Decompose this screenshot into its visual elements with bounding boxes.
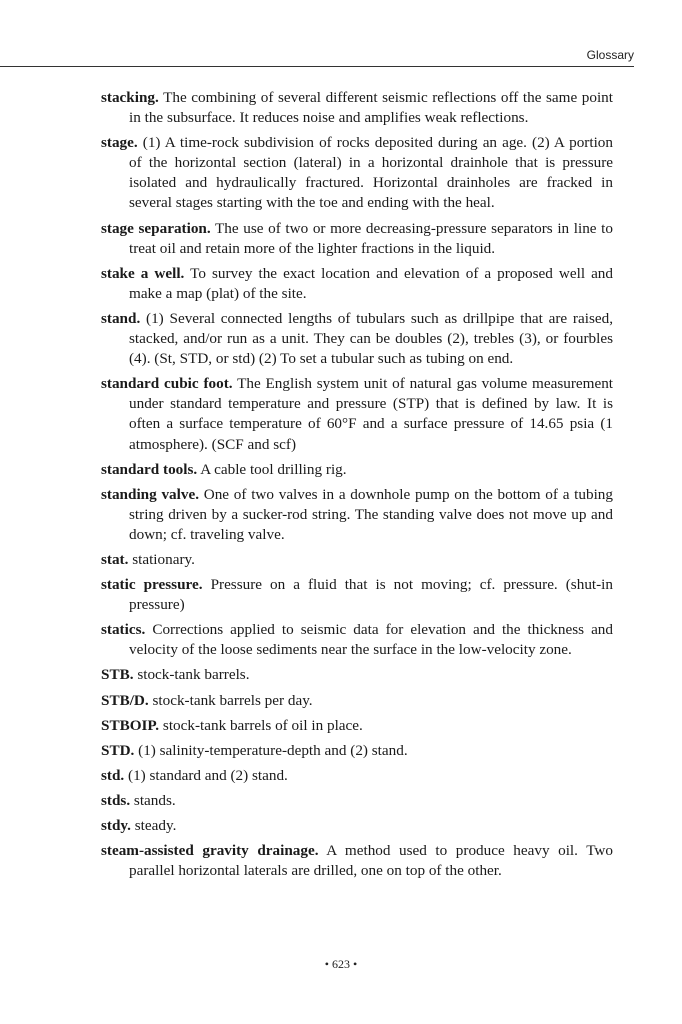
entry-definition: The combining of several different seismic reflections off the same point in the subsurface. It reduces noise and amplifies weak reflections.	[129, 89, 613, 127]
entry-term: STB.	[101, 666, 134, 684]
entry-term: STB/D.	[101, 691, 149, 709]
glossary-entry	[101, 841, 613, 881]
running-header-title: Glossary	[586, 48, 634, 62]
entry-definition: A cable tool drilling rig.	[200, 460, 347, 478]
entry-term: standard tools.	[101, 460, 198, 478]
glossary-entry	[101, 691, 613, 711]
entry-term: statics.	[101, 621, 146, 639]
entry-term: standing valve.	[101, 485, 199, 503]
glossary-entry	[101, 309, 613, 369]
glossary-entry	[101, 485, 613, 545]
entry-definition: stationary.	[132, 550, 195, 568]
glossary-entry	[101, 550, 613, 570]
entry-definition: The use of two or more decreasing-pressure separators in line to treat oil and retain more of the lighter fractions in the liquid.	[129, 219, 613, 257]
entry-definition: steady.	[134, 817, 177, 834]
entry-definition: Pressure on a fluid that is not moving; cf. pressure. (shut-in pressure)	[129, 576, 613, 614]
glossary-entry	[101, 766, 613, 786]
entry-term: steam-assisted gravity drainage.	[101, 842, 319, 860]
glossary-entry	[101, 219, 613, 259]
glossary-entry	[101, 133, 613, 213]
entry-definition: (1) standard and (2) stand.	[128, 766, 288, 784]
glossary-entries	[101, 88, 613, 886]
entry-term: stake a well.	[101, 264, 185, 282]
entry-definition: (1) A time-rock subdivision of rocks deposited during an age. (2) A portion of the horizontal section (lateral) in a horizontal drainhole that is pressure isolated and hydraulically fractured. Horizontal drainholes are fracked in several stages starting with the toe and ending with the heal.	[129, 134, 613, 212]
page-number: • 623 •	[324, 957, 358, 971]
entry-definition: stands.	[133, 791, 176, 809]
entry-term: stacking.	[101, 89, 159, 106]
entry-term: stds.	[101, 791, 131, 809]
glossary-entry	[101, 460, 613, 480]
header-rule	[0, 66, 634, 67]
glossary-entry	[101, 816, 613, 836]
entry-term: std.	[101, 766, 125, 784]
glossary-entry	[101, 264, 613, 304]
entry-definition: A method used to produce heavy oil. Two parallel horizontal laterals are drilled, one on top of the other.	[129, 842, 613, 880]
entry-term: STD.	[101, 741, 135, 759]
glossary-entry	[101, 88, 613, 128]
entry-definition: One of two valves in a downhole pump on the bottom of a tubing string driven by a sucker-rod string. The standing valve does not move up and down; cf. traveling valve.	[129, 485, 613, 543]
entry-term: stdy.	[101, 817, 131, 834]
entry-term: stand.	[101, 309, 141, 327]
entry-definition: Corrections applied to seismic data for elevation and the thickness and velocity of the loose sediments near the surface in the low-velocity zone.	[129, 621, 613, 659]
entry-definition: stock-tank barrels per day.	[152, 691, 313, 709]
entry-definition: The English system unit of natural gas volume measurement under standard temperature and pressure (STP) that is defined by law. It is often a surface temperature of 60°F and a surface pressure of 14.65 psia (1 atmosphere). (SCF and scf)	[129, 375, 614, 453]
entry-definition: stock-tank barrels.	[137, 666, 250, 684]
entry-definition: To survey the exact location and elevation of a proposed well and make a map (plat) of the site.	[129, 264, 613, 302]
entry-term: standard cubic foot.	[101, 375, 233, 393]
glossary-entry	[101, 791, 613, 811]
glossary-entry	[101, 741, 613, 761]
glossary-entry	[101, 374, 613, 454]
entry-definition: (1) Several connected lengths of tubulars such as drillpipe that are raised, stacked, and/or run as a unit. They can be doubles (2), trebles (3), or fourbles (4). (St, STD, or std) (2) To set a tubular such as tubing on end.	[129, 309, 613, 368]
glossary-entry	[101, 665, 613, 685]
entry-term: stat.	[101, 550, 129, 568]
glossary-entry	[101, 620, 613, 660]
entry-term: static pressure.	[101, 576, 203, 594]
entry-definition: (1) salinity-temperature-depth and (2) stand.	[138, 741, 408, 759]
entry-term: stage.	[101, 134, 138, 152]
glossary-entry	[101, 716, 613, 736]
entry-definition: stock-tank barrels of oil in place.	[162, 716, 363, 734]
entry-term: stage separation.	[101, 219, 211, 237]
entry-term: STBOIP.	[101, 716, 160, 734]
glossary-entry	[101, 575, 613, 615]
